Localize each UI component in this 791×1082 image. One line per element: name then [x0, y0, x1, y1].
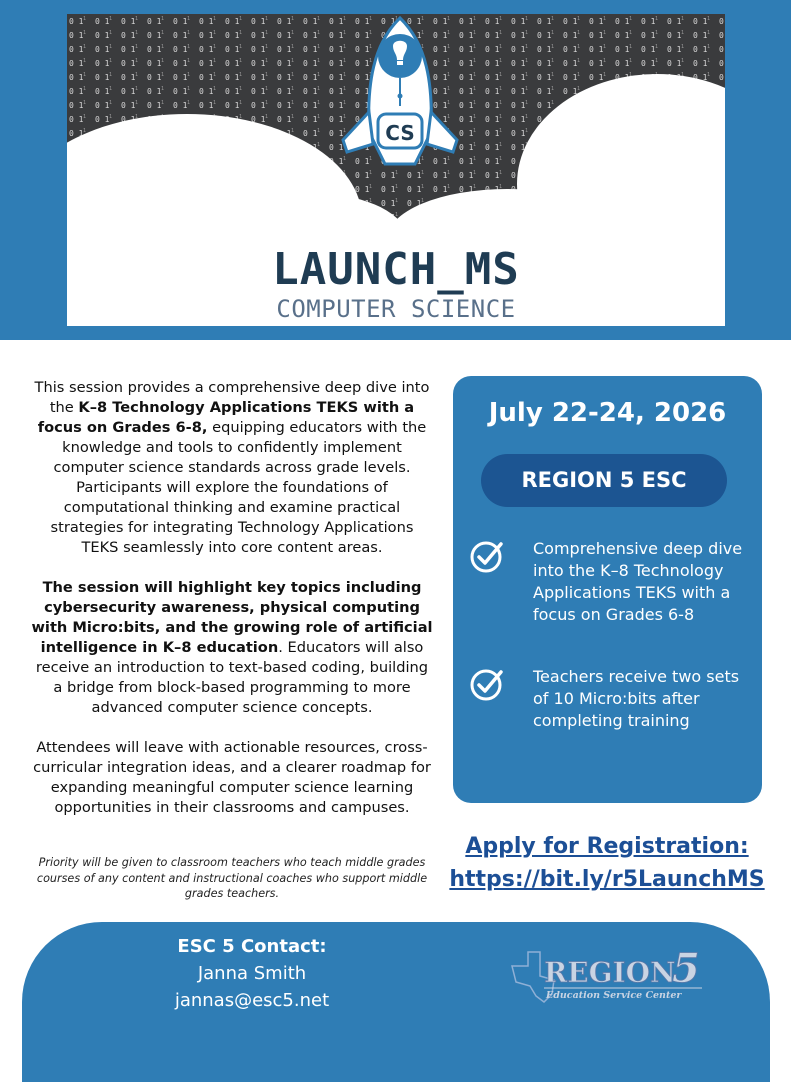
logo-number: 5: [672, 945, 700, 992]
contact-name: Janna Smith: [197, 963, 307, 984]
session-date: July 22-24, 2026: [488, 398, 727, 428]
logo-subtitle: Education Service Center: [546, 990, 682, 1001]
description-paragraph-3: Attendees will leave with actionable resources, cross-curricular integration ideas, and a clearer roadmap for expanding meaningful computer science learning opportunities in their classrooms and campuses.: [33, 739, 431, 816]
priority-note: Priority will be given to classroom teachers who teach middle grades courses of any content and instructional coaches who support middle grades teachers.: [36, 856, 428, 900]
feature-bullet-text: Comprehensive deep dive into the K–8 Technology Applications TEKS with a focus on Grades 6-8: [533, 539, 743, 624]
footer-band: [22, 922, 770, 1082]
description-paragraph-1: [30, 378, 434, 558]
feature-bullet-text: Teachers receive two sets of 10 Micro:bits after completing training: [533, 667, 740, 730]
logo-main-text: REGION: [544, 956, 676, 989]
location-badge: REGION 5 ESC: [481, 454, 727, 507]
p1-text-c: equipping educators with the knowledge and tools to confidently implement computer science standards across grade levels. Participants will explore the foundations of computational thinking and examine practical strategies for integrating Technology Applications TEKS seamlessly into core content areas.: [50, 419, 427, 556]
registration-section: [438, 830, 776, 896]
banner-title: LAUNCH_MS: [272, 244, 520, 295]
p1-text-a: This session provides a comprehensive deep dive into the: [34, 379, 430, 416]
check-circle-icon: [469, 666, 505, 702]
apply-label[interactable]: Apply for Registration:: [465, 834, 749, 859]
banner-subtitle: COMPUTER SCIENCE: [276, 295, 516, 323]
check-circle-icon: [469, 538, 505, 574]
p1-text-bold: K–8 Technology Applications TEKS with a focus on Grades 6-8,: [37, 399, 415, 436]
contact-title: ESC 5 Contact:: [177, 936, 327, 957]
contact-block: [152, 934, 352, 1014]
region-5-logo: [506, 936, 706, 1006]
registration-link[interactable]: https://bit.ly/r5LaunchMS: [449, 867, 765, 892]
contact-email[interactable]: jannas@esc5.net: [174, 990, 330, 1011]
session-description: [30, 378, 434, 838]
description-paragraph-2: [30, 578, 434, 718]
launch-ms-banner: [67, 14, 725, 326]
p2-text-b: . Educators will also receive an introduction to text-based coding, building a bridge from block-based programming to more advanced computer science concepts.: [35, 639, 429, 716]
p2-text-bold: The session will highlight key topics including cybersecurity awareness, physical computing with Micro:bits, and the growing role of artificial intelligence in K–8 education: [31, 579, 433, 656]
rocket-label: CS: [385, 121, 415, 145]
session-info-card: [453, 376, 762, 803]
